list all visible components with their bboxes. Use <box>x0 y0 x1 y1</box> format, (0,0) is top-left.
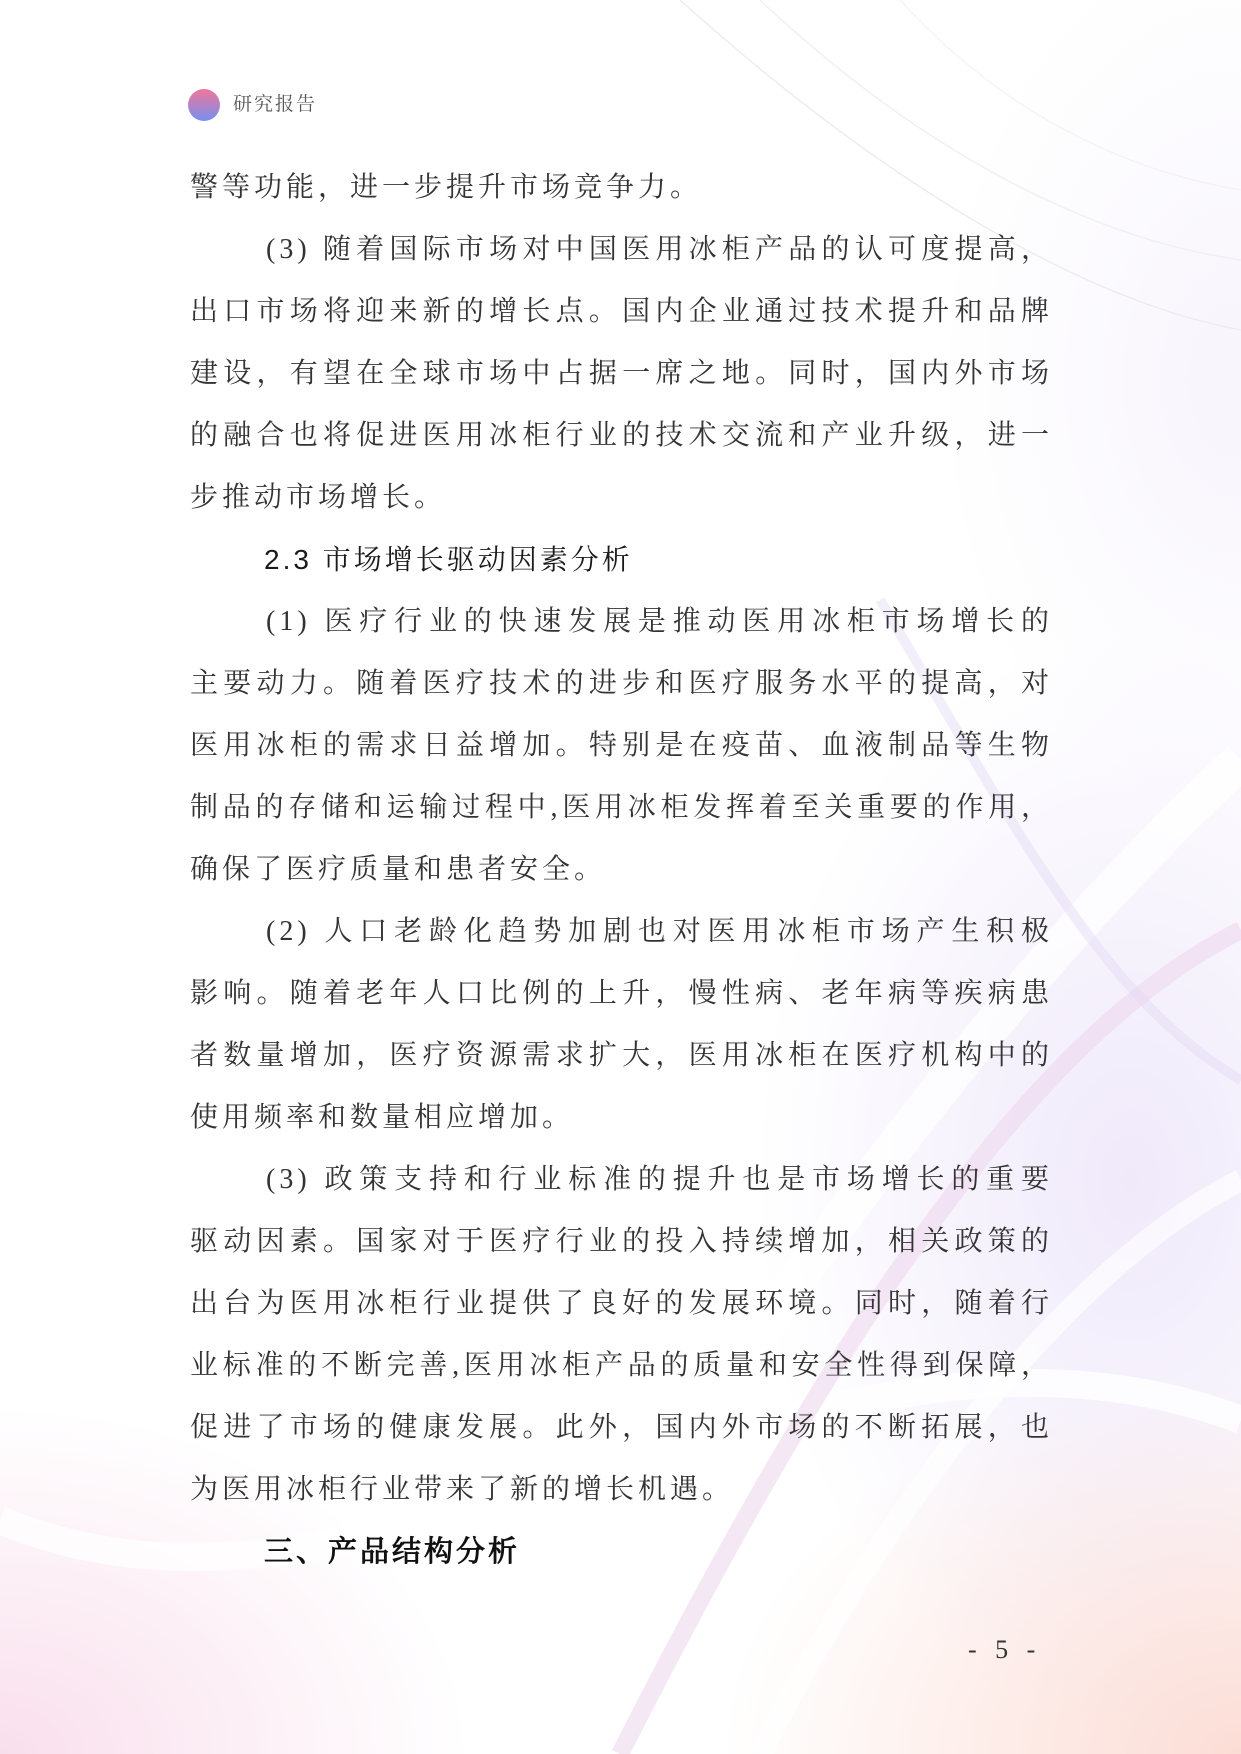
continuation-paragraph <box>190 157 1053 219</box>
subsection-heading: 2.3 市场增长驱动因素分析 <box>264 544 633 575</box>
body-line: 出口市场将迎来新的增长点。国内企业通过技术提升和品牌 <box>190 296 1053 327</box>
body-line: (1) 医疗行业的快速发展是推动医用冰柜市场增长的 <box>266 606 1053 637</box>
body-line: (3) 政策支持和行业标准的提升也是市场增长的重要 <box>266 1164 1053 1195</box>
body-line: 出台为医用冰柜行业提供了良好的发展环境。同时，随着行 <box>190 1288 1053 1319</box>
body-line: 警等功能，进一步提升市场竞争力。 <box>190 172 703 203</box>
body-line: 影响。随着老年人口比例的上升，慢性病、老年病等疾病患 <box>190 978 1053 1009</box>
body-line: 促进了市场的健康发展。此外，国内外市场的不断拓展，也 <box>190 1412 1053 1443</box>
body-line: 的融合也将促进医用冰柜行业的技术交流和产业升级，进一 <box>190 420 1053 451</box>
body-line: 为医用冰柜行业带来了新的增长机遇。 <box>190 1474 735 1505</box>
paragraph <box>190 219 1053 529</box>
section-heading: 三、产品结构分析 <box>264 1536 521 1568</box>
body-line: 业标准的不断完善,医用冰柜产品的质量和安全性得到保障， <box>190 1350 1053 1381</box>
body-line: 使用频率和数量相应增加。 <box>190 1102 575 1133</box>
body-line: (3) 随着国际市场对中国医用冰柜产品的认可度提高， <box>266 234 1053 265</box>
paragraph <box>190 901 1053 1149</box>
body-line: 驱动因素。国家对于医疗行业的投入持续增加，相关政策的 <box>190 1226 1053 1257</box>
body-line: 主要动力。随着医疗技术的进步和医疗服务水平的提高，对 <box>190 668 1053 699</box>
body-line: 制品的存储和运输过程中,医用冰柜发挥着至关重要的作用， <box>190 792 1053 823</box>
paragraph <box>190 1149 1053 1521</box>
document-body <box>190 157 1053 1583</box>
body-line: (2) 人口老龄化趋势加剧也对医用冰柜市场产生积极 <box>266 916 1053 947</box>
page-number: - 5 - <box>968 1635 1042 1664</box>
body-line: 步推动市场增长。 <box>190 482 447 513</box>
body-line: 医用冰柜的需求日益增加。特别是在疫苗、血液制品等生物 <box>190 730 1053 761</box>
paragraph <box>190 591 1053 901</box>
body-line: 确保了医疗质量和患者安全。 <box>190 854 607 885</box>
body-line: 者数量增加，医疗资源需求扩大，医用冰柜在医疗机构中的 <box>190 1040 1053 1071</box>
body-line: 建设，有望在全球市场中占据一席之地。同时，国内外市场 <box>190 358 1053 389</box>
header-title: 研究报告 <box>233 94 318 115</box>
report-logo-icon <box>188 89 220 121</box>
